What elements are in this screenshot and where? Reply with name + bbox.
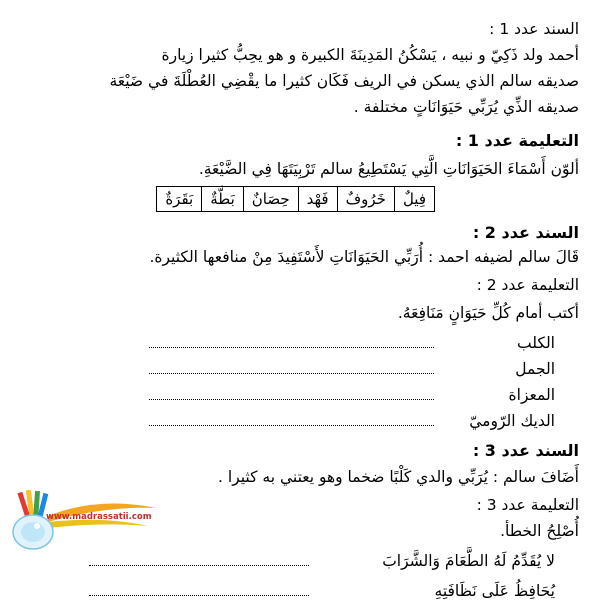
answer-dots[interactable] xyxy=(89,555,309,566)
sanad3-text: أَضَافَ سالم : يُرَبِّي والدي كَلْبًا ضخما وهو يعتني به كثيرا . xyxy=(218,468,579,486)
talima2-heading: التعليمة عدد 2 : xyxy=(476,276,579,294)
animal-words-table xyxy=(156,186,435,212)
sanad2-heading: السند عدد 2 : xyxy=(472,223,579,242)
answer-row xyxy=(16,410,555,432)
word-cell[interactable]: بَطَّةٌ xyxy=(201,187,243,211)
answer-dots[interactable] xyxy=(149,389,434,400)
word-cell[interactable]: خَرُوفٌ xyxy=(337,187,394,211)
item-label: المعزاة xyxy=(508,386,555,404)
item-label: الديك الرّوميّ xyxy=(469,412,555,430)
wrong-sentence: لا يُقَدِّمُ لَهُ الطَّعَامَ وَالشَّرَابَ xyxy=(382,552,555,570)
talima3-heading: التعليمة عدد 3 : xyxy=(476,496,579,514)
talima2-instruction: أكتب أمام كُلِّ حَيَوَانٍ مَنَافِعَهُ. xyxy=(397,304,579,322)
sanad1-line-3: صديقه الذِّي يُرَبِّي حَيَوَانَاتٍ مختلفة . xyxy=(353,98,579,116)
word-cell[interactable]: فِيلٌ xyxy=(394,187,434,211)
sanad2-text: قَالَ سالم لضيفه احمد : أُرَبِّي الحَيَوَانَاتِ لأَسْتَفِيدَ مِنْ منافعها الكثيرة. xyxy=(149,248,579,266)
answer-row xyxy=(16,332,555,354)
wrong-sentence: يُحَافِظُ عَلَى نَظَافَتِهِ xyxy=(434,582,555,600)
item-label: الجمل xyxy=(515,360,555,378)
talima3-instruction: أُصْلِحُ الخطأ. xyxy=(500,522,579,540)
sanad1-heading: السند عدد 1 : xyxy=(489,20,579,38)
answer-dots[interactable] xyxy=(149,415,434,426)
madrassatii-logo xyxy=(8,486,158,556)
item-label: الكلب xyxy=(517,334,555,352)
word-cell[interactable]: فَهْد xyxy=(298,187,337,211)
word-cell[interactable]: حِصَانٌ xyxy=(243,187,298,211)
word-cell[interactable]: بَقَرَةٌ xyxy=(165,190,194,208)
answer-dots[interactable] xyxy=(149,337,434,348)
sanad3-heading: السند عدد 3 : xyxy=(472,441,579,460)
sanad1-line-2: صديقه سالم الذي يسكن في الريف فَكَان كثيرا ما يقْضِي العُطْلَةَ في ضَيْعَة xyxy=(109,72,579,90)
talima1-heading: التعليمة عدد 1 : xyxy=(455,131,579,150)
answer-row xyxy=(16,358,555,380)
correction-row xyxy=(16,580,555,602)
answer-dots[interactable] xyxy=(149,363,434,374)
answer-dots[interactable] xyxy=(89,585,309,596)
answer-row xyxy=(16,384,555,406)
talima1-instruction: ألوّن أَسْمَاءَ الحَيَوَانَاتِ الَّتِي يَسْتَطِيعُ سالم تَرْبِيَتَهَا فِي الضَّيْعَةِ. xyxy=(198,160,579,178)
sanad1-line-1: أحمد ولد ذَكِيّ و نبيه ، يَسْكُنُ المَدِينَةَ الكبيرة و هو يحِبُّ كثيرا زيارة xyxy=(161,46,579,64)
logo-url: www.madrassatii.com xyxy=(46,512,152,522)
